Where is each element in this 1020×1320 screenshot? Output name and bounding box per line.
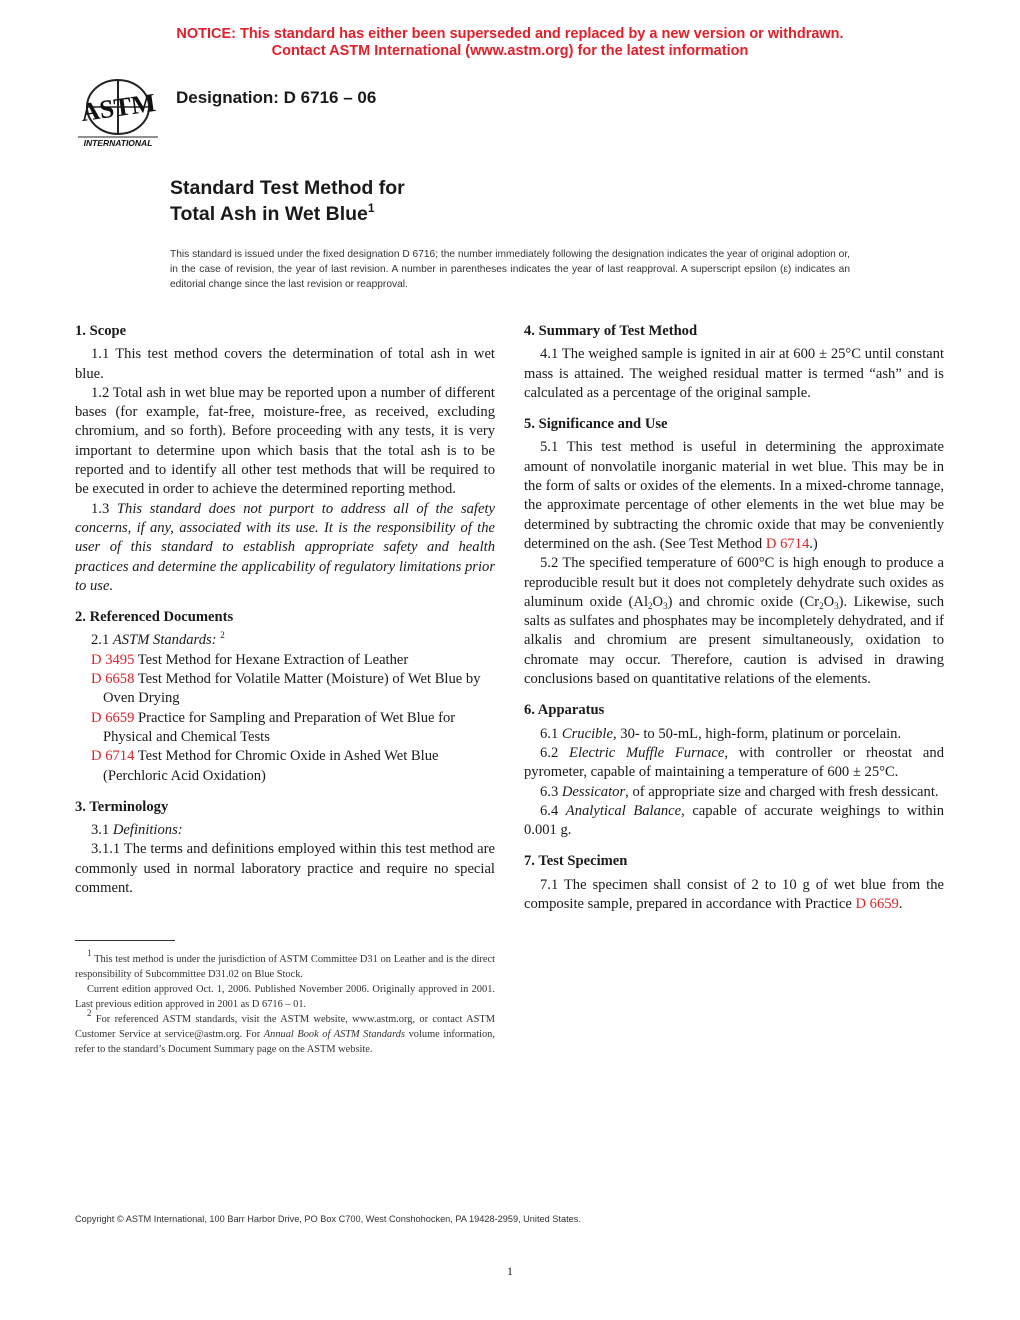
paragraph: 3.1.1 The terms and definitions employed within this test method are commonly used in normal laboratory practice and require no special comment. [75,841,495,897]
section-heading: 4. Summary of Test Method [524,323,698,339]
section-heading: 6. Apparatus [524,702,605,719]
paragraph: 4.1 The weighed sample is ignited in air at 600 ± 25°C until constant mass is attained. The weighed residual matter is termed “ash” and is calculated as a percentage of the original sample. [524,346,944,401]
footnote-divider [75,940,175,941]
copyright-line: Copyright © ASTM International, 100 Barr Harbor Drive, PO Box C700, West Conshohocken, PA 19428-2959, United States. [75,1214,581,1224]
footnote: $^2$ For referenced ASTM standards, visit the ASTM website, www.astm.org, or contact ASTM Customer Service at service@astm.org. For Annual Book of ASTM Standards volume information, refer to the standard’s Document Summary page on the ASTM website. [75,1008,495,1055]
section-heading: 3. Terminology [75,798,169,815]
superseded-notice [0,26,1020,60]
document-title [170,175,405,227]
page-number: 1 [507,1264,513,1278]
section-heading: 1. Scope [75,323,127,339]
section-apparatus [524,701,944,840]
paragraph: 1.1 This test method covers the determination of total ash in wet blue. [75,346,495,382]
section-terminology [75,798,495,898]
section-heading: 5. Significance and Use [524,416,668,433]
intro-paragraph: This standard is issued under the fixed designation D 6716; the number immediately following the designation indicates the year of original adoption or, in the case of revision, the year of last revision. A number in parentheses indicates the year of last reapproval. A superscript epsilon (ε) indicates an editorial change since the last revision or reapproval. [170,249,850,290]
paragraph: 1.3 This standard does not purport to address all of the safety concerns, if any, associated with its use. It is the responsibility of the user of this standard to establish appropriate safety and health practices and determine the applicability of regulatory limitations prior to use. [75,500,495,594]
reference-item: D 3495 Test Method for Hexane Extraction of Leather [91,651,409,668]
paragraph: 6.1 Crucible, 30- to 50-mL, high-form, platinum or porcelain. [540,725,902,742]
left-column [75,322,495,910]
right-column [524,322,944,926]
section-test-specimen [524,852,944,914]
paragraph: 6.3 Dessicator, of appropriate size and charged with fresh dessicant. [540,783,939,800]
notice-line-2: Contact ASTM International (www.astm.org) for the latest information [271,43,749,59]
section-heading: 7. Test Specimen [524,853,628,870]
reference-item: D 6658 Test Method for Volatile Matter (Moisture) of Wet Blue by Oven Drying [91,671,481,707]
reference-link[interactable]: D 6658 [91,671,135,688]
section-referenced-documents [75,608,495,786]
title-line-2: Total Ash in Wet Blue$^1$ [170,201,375,225]
title-footnote-ref[interactable]: 1 [367,201,375,215]
logo-text: ASTM [78,87,158,128]
paragraph: 1.2 Total ash in wet blue may be reported upon a number of different bases (for example, fat-free, moisture-free, as received, excluding chromium, and so forth). Before proceeding with any tests, it is very important to determine upon which basis that the total ash is to be reported and to identify all other test methods that will be required to be executed in order to achieve the determined reporting method. [75,384,495,498]
paragraph: 3.1 Definitions: [91,822,183,839]
section-significance [524,415,944,689]
paragraph: 2.1 ASTM Standards: $^2$ [91,630,225,649]
paragraph: 7.1 The specimen shall consist of 2 to 10 g of wet blue from the composite sample, prepared in accordance with Practice D 6659. [524,876,944,913]
reference-link[interactable]: D 6659 [855,896,899,913]
title-line-1: Standard Test Method for [170,177,405,199]
section-heading: 2. Referenced Documents [75,609,234,626]
logo-subtext: INTERNATIONAL [83,138,153,148]
reference-link[interactable]: D 6714 [765,535,810,552]
designation: Designation: D 6716 – 06 [176,88,377,107]
section-summary [524,322,944,403]
astm-logo [74,76,162,152]
reference-link[interactable]: D 6659 [91,709,135,726]
paragraph: 5.2 The specified temperature of 600°C is high enough to produce a reproducible result but it does not completely dehydrate such oxides as aluminum oxide $(Al_2O_3)$ and chromic oxide $(Cr_2O_3)$. Likewise, such salts as sulfates and phosphates may be incompletely dehydrated, and if alkalis and chromium are present simultaneously, oxidation to chromate may occur. Therefore, caution is advised in drawing conclusions based on quantitative relations of the elements. [524,555,944,688]
reference-link[interactable]: D 3495 [91,651,135,668]
reference-item: D 6714 Test Method for Chromic Oxide in Ashed Wet Blue (Perchloric Acid Oxidation) [91,748,439,784]
footnotes [75,948,495,1057]
footnote: Current edition approved Oct. 1, 2006. Published November 2006. Originally approved in 2001. Last previous edition approved in 2001 as D 6716 – 01. [75,984,495,1010]
reference-item: D 6659 Practice for Sampling and Preparation of Wet Blue for Physical and Chemical Tests [91,709,456,745]
section-scope [75,322,495,596]
footnote: $^1$ This test method is under the jurisdiction of ASTM Committee D31 on Leather and is the direct responsibility of Subcommittee D31.02 on Blue Stock. [75,948,495,980]
reference-link[interactable]: D 6714 [91,748,135,765]
paragraph: 6.2 Electric Muffle Furnace, with controller or rheostat and pyrometer, capable of maintaining a temperature of 600 ± 25°C. [524,744,944,781]
notice-line-1: NOTICE: This standard has either been superseded and replaced by a new version or withdrawn. [176,26,844,42]
paragraph: 5.1 This test method is useful in determining the approximate amount of nonvolatile inorganic material in wet blue. This may be in the form of salts or oxides of the elements. In a mixed-chrome tannage, the approximate percentage of other elements in the wet blue may be determined by subtracting the chromic oxide that may be conveniently determined on the ash. (See Test Method D 6714.) [524,439,944,552]
paragraph: 6.4 Analytical Balance, capable of accurate weighings to within 0.001 g. [524,802,945,839]
